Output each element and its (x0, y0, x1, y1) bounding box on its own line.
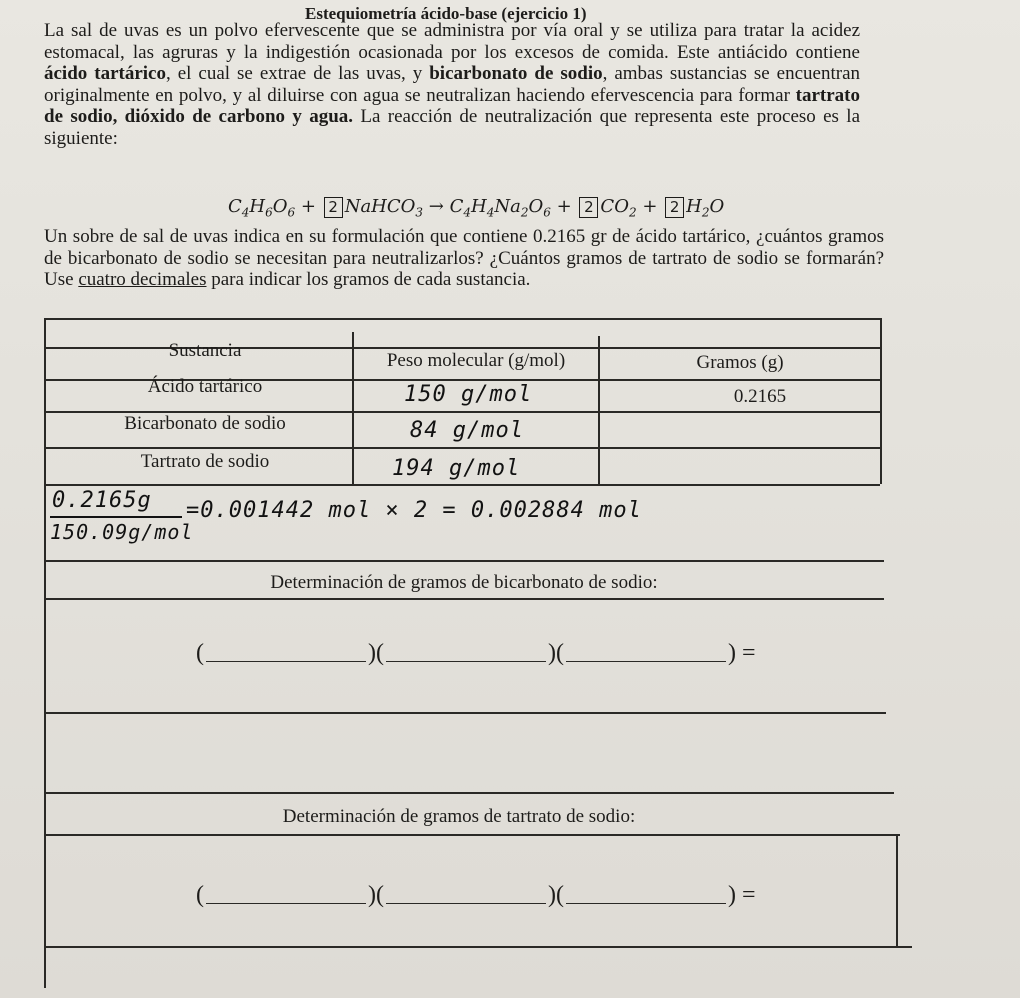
table-header-substance: Sustancia (168, 340, 242, 361)
coef-nahco3-box[interactable]: 2 (324, 197, 343, 218)
intro-bold-1: ácido tartárico (44, 63, 166, 84)
bicarbonate-blank-3[interactable] (566, 647, 726, 662)
intro-text-1: La sal de uvas es un polvo efervescente que se administra por vía oral y se utiliza para tratar la acidez estomacal, las agruras y la indigestión ocasionada por los excesos de comida. Este antiácido contiene (44, 20, 860, 63)
section2-title-line (44, 834, 900, 836)
intro-text-4: La reacción de neutralización que representa este proceso es la siguiente: (44, 106, 860, 149)
tartrate-equals: = (741, 882, 756, 908)
section2-right-border (896, 834, 898, 946)
section2-top-line (44, 792, 894, 794)
section1-bottom-line (44, 712, 886, 714)
table-header-weight: Peso molecular (g/mol) (386, 350, 566, 371)
intro-bold-3: tartrato de sodio, dióxido de carbono y agua. (44, 84, 860, 127)
table-top-border (44, 318, 880, 320)
section2-bottom-line (44, 946, 912, 948)
table-row-weight-3[interactable]: 194 g/mol (392, 456, 521, 481)
table-right-border (880, 318, 882, 484)
question-paragraph (44, 226, 884, 291)
bicarbonate-equals: = (741, 640, 756, 666)
question-underlined: cuatro decimales (78, 269, 207, 290)
table-row-weight-1[interactable]: 150 g/mol (404, 382, 533, 407)
table-header-grams: Gramos (g) (696, 352, 784, 373)
section1-title-line (44, 598, 884, 600)
bicarbonate-blank-2[interactable] (386, 647, 546, 662)
tartrate-section-title: Determinación de gramos de tartrato de sodio: (282, 806, 636, 827)
intro-paragraph (44, 20, 860, 149)
handwritten-numerator: 0.2165g (52, 488, 152, 513)
bicarbonate-blank-1[interactable] (206, 647, 366, 662)
table-row-substance-2: Bicarbonato de sodio (124, 413, 286, 434)
table-row-weight-2[interactable]: 84 g/mol (410, 418, 524, 443)
table-row-grams-1[interactable]: 0.2165 (733, 386, 787, 407)
table-bottom-border (44, 484, 880, 486)
question-text-2: para indicar los gramos de cada sustancia. (206, 269, 531, 290)
page-title: Estequiometría ácido-base (ejercicio 1) (305, 4, 587, 23)
intro-text-2: , el cual se extrae de las uvas, y (166, 63, 430, 84)
table-col-divider-2 (598, 336, 600, 484)
question-text-1: Un sobre de sal de uvas indica en su formulación que contiene 0.2165 gr de ácido tartárico, ¿cuántos gramos de bicarbonato de sodio se necesitan para neutralizarlos? ¿Cuántos gramos de tartrato de sodio se formarán? Use (44, 226, 884, 290)
handwritten-denominator: 150.09g/mol (50, 520, 194, 544)
section1-top-line (44, 560, 884, 562)
tartrate-calc-row: ( )( )( ) = (196, 882, 756, 908)
intro-text-3: , ambas sustancias se encuentran originalmente en polvo, y al diluirse con agua se neutralizan haciendo efervescencia para formar (44, 63, 861, 106)
reaction-equation: $C_4H_6O_6 + 2$ NaHCO$_3$ → $C_4H_4Na_2O_6 + 2$ $CO_2 + 2$ $H_2O$ (228, 196, 725, 220)
coef-h2o-box[interactable]: 2 (665, 197, 684, 218)
intro-bold-2: bicarbonato de sodio (429, 63, 603, 84)
bicarbonate-section-title: Determinación de gramos de bicarbonato de sodio: (270, 572, 658, 593)
page-left-border (44, 318, 46, 988)
tartrate-blank-1[interactable] (206, 889, 366, 904)
handwritten-fraction-bar (50, 516, 182, 518)
tartrate-blank-2[interactable] (386, 889, 546, 904)
table-row-substance-3: Tartrato de sodio (140, 451, 270, 472)
bicarbonate-calc-row: ( )( )( ) = (196, 640, 756, 666)
table-row-substance-1: Ácido tartárico (147, 376, 263, 397)
tartrate-blank-3[interactable] (566, 889, 726, 904)
table-row-border-3 (44, 447, 880, 449)
coef-co2-box[interactable]: 2 (579, 197, 598, 218)
handwritten-result: =0.001442 mol × 2 = 0.002884 mol (186, 498, 642, 523)
